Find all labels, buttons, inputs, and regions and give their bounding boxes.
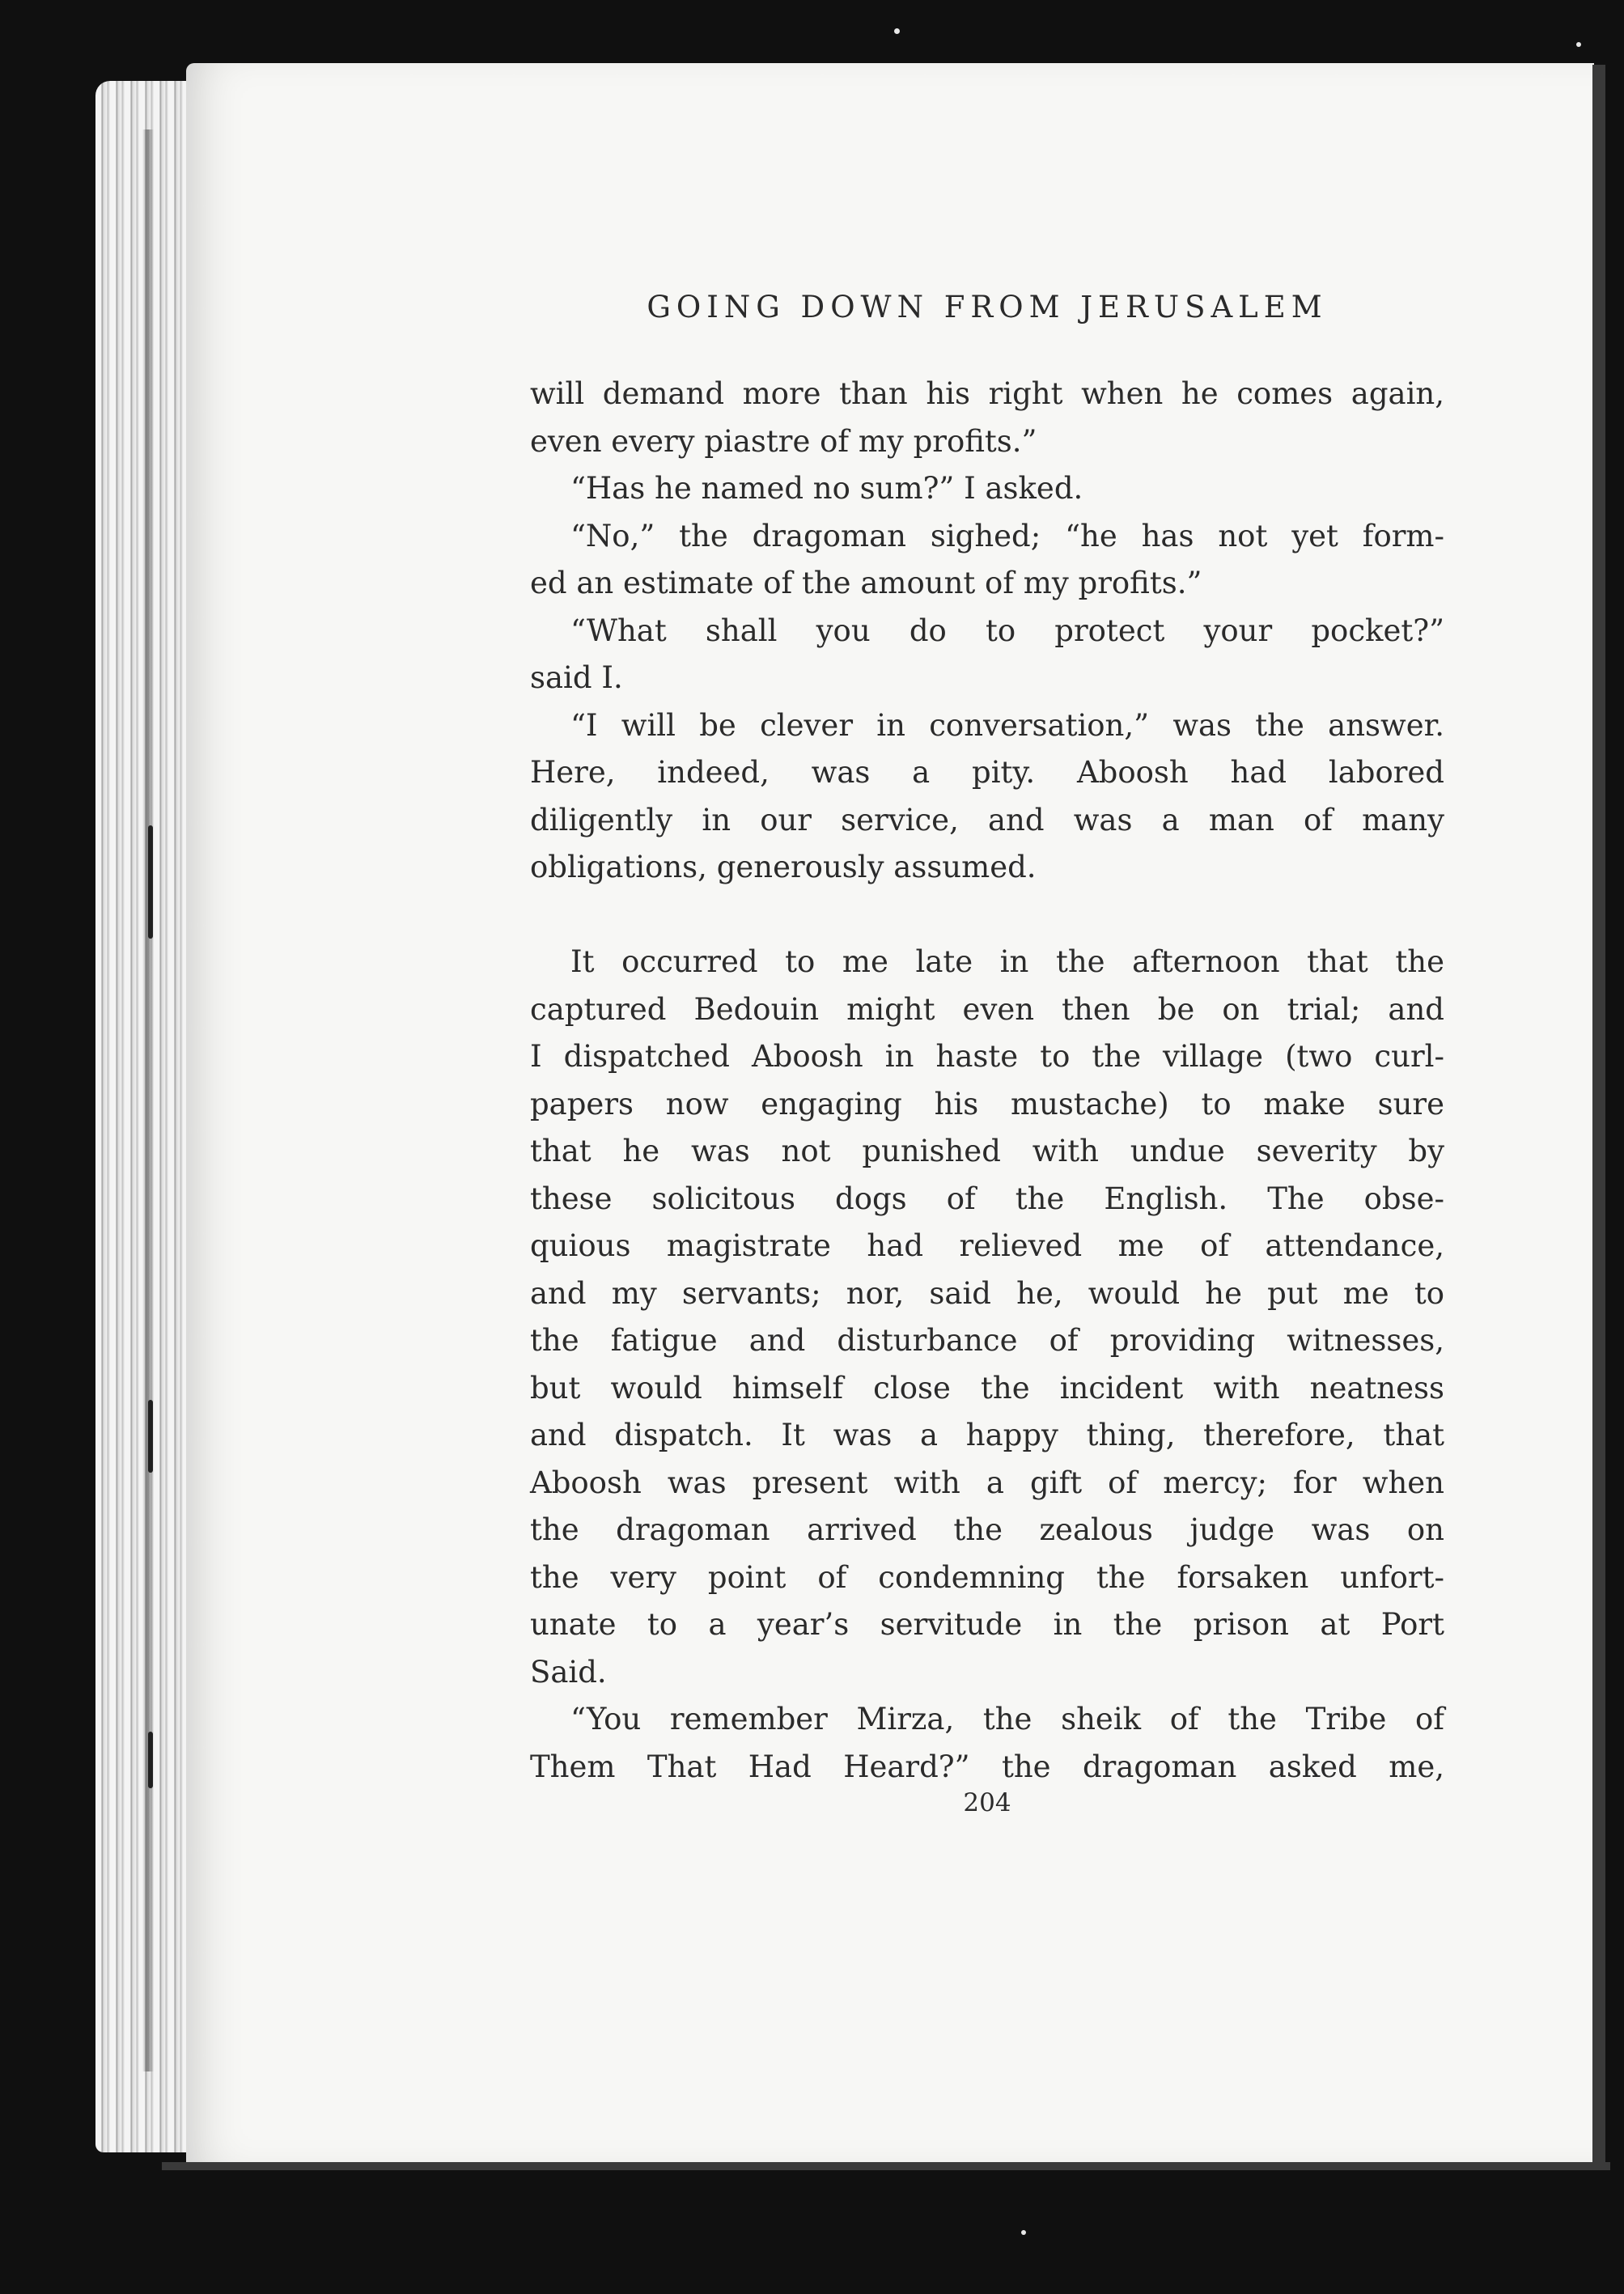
text-line: captured Bedouin might even then be on trial; and <box>530 991 1444 1027</box>
text-line: and my servants; nor, said he, would he put me to <box>530 1275 1444 1311</box>
text-line: I dispatched Aboosh in haste to the village (two curl- <box>530 1039 1444 1074</box>
text-line: the very point of condemning the forsaken unfort- <box>530 1559 1444 1595</box>
text-line: “No,” the dragoman sighed; “he has not yet form- <box>570 518 1444 553</box>
text-line: and dispatch. It was a happy thing, therefore, that <box>530 1418 1444 1452</box>
text-line: quious magistrate had relieved me of attendance, <box>530 1228 1444 1263</box>
text-line: Here, indeed, was a pity. Aboosh had labored <box>530 755 1444 790</box>
text-line: It occurred to me late in the afternoon that the <box>570 944 1444 979</box>
text-line: Aboosh was present with a gift of mercy; for when <box>530 1465 1444 1500</box>
text-line: said I. <box>530 660 623 695</box>
text-line: unate to a year’s servitude in the prison at Port <box>530 1607 1444 1642</box>
text-line: the fatigue and disturbance of providing witnesses, <box>530 1323 1444 1358</box>
text-line: “You remember Mirza, the sheik of the Tribe of <box>570 1702 1444 1736</box>
text-line: obligations, generously assumed. <box>530 850 1037 884</box>
scan-speck <box>1021 2230 1026 2235</box>
text-line: “I will be clever in conversation,” was the answer. <box>570 707 1444 743</box>
text-line: will demand more than his right when he comes again, <box>530 376 1444 411</box>
text-line: papers now engaging his mustache) to make sure <box>530 1086 1444 1122</box>
running-head: GOING DOWN FROM JERUSALEM <box>647 290 1328 324</box>
body-text <box>530 371 1444 1791</box>
text-line: “Has he named no sum?” I asked. <box>570 471 1083 506</box>
text-line: “What shall you do to protect your pocket?” <box>570 613 1444 648</box>
text-line: Said. <box>530 1654 607 1690</box>
page-number: 204 <box>963 1788 1011 1817</box>
page-edge-mark <box>148 825 153 939</box>
text-line: diligently in our service, and was a man of many <box>530 802 1444 837</box>
text-line: that he was not punished with undue severity by <box>530 1134 1444 1168</box>
section-break <box>530 892 1444 939</box>
page-right-shadow <box>1592 65 1605 2169</box>
text-line: these solicitous dogs of the English. The obse- <box>530 1181 1444 1216</box>
scan-speck <box>1576 42 1581 47</box>
page-bottom-shadow <box>162 2162 1610 2170</box>
text-line: even every piastre of my profits.” <box>530 423 1037 459</box>
page-edge-mark <box>148 1400 153 1473</box>
scan-speck <box>894 28 900 34</box>
page-edge-mark <box>148 1732 153 1788</box>
text-line: but would himself close the incident with neatness <box>530 1370 1444 1406</box>
text-line: Them That Had Heard?” the dragoman asked me, <box>530 1749 1444 1784</box>
text-line: the dragoman arrived the zealous judge was on <box>530 1512 1444 1547</box>
text-line: ed an estimate of the amount of my profits.” <box>530 566 1202 600</box>
